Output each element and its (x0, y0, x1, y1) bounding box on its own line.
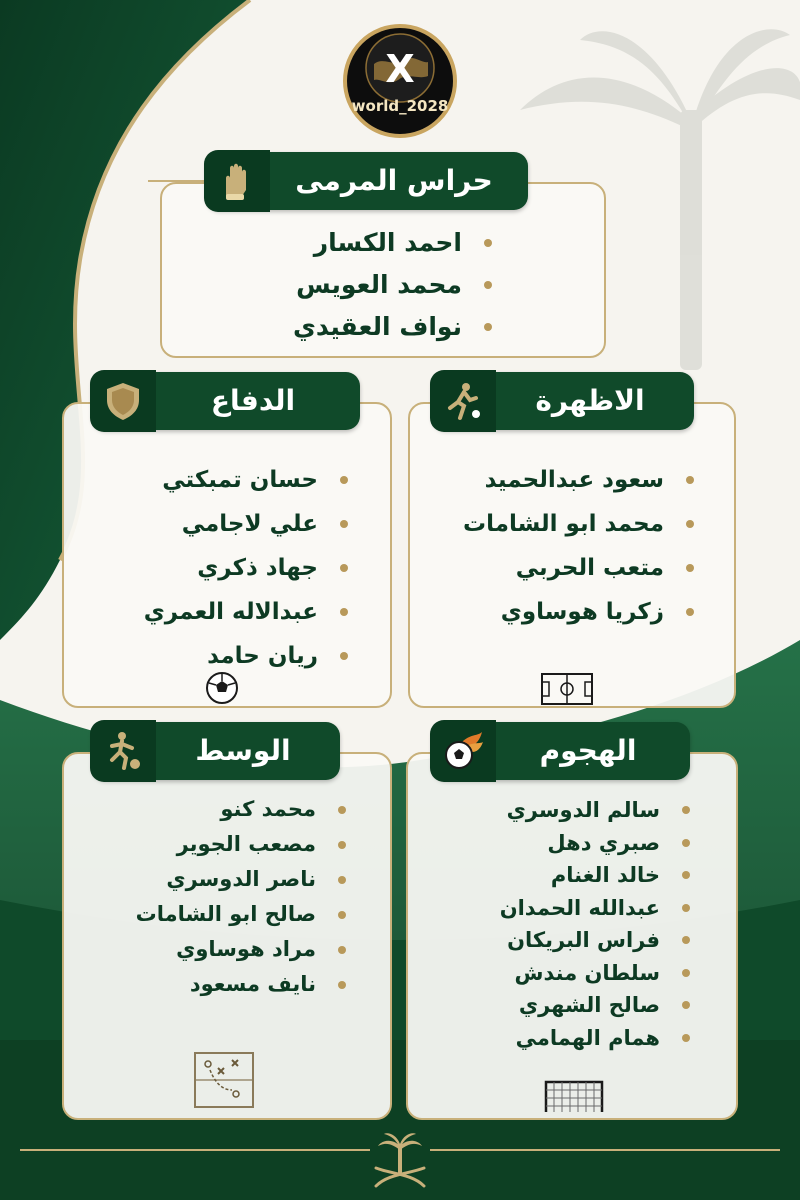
tactics-board-icon (192, 1050, 256, 1110)
list-item: عبدالاله العمري (144, 590, 354, 634)
list-item: محمد ابو الشامات (463, 502, 700, 546)
shield-icon (102, 380, 144, 422)
goalkeepers-list (293, 222, 498, 348)
list-item: صالح ابو الشامات (136, 897, 352, 932)
palm-and-swords-emblem-icon (368, 1128, 432, 1194)
x-logo-globe-icon (338, 24, 462, 138)
defense-list (144, 458, 354, 678)
attack-title: الهجوم (539, 734, 637, 767)
midfield-header (92, 722, 340, 780)
list-item: سلطان مندش (500, 957, 696, 990)
attack-header (432, 722, 690, 780)
list-item: صالح الشهري (500, 989, 696, 1022)
list-item: فراس البريكان (500, 924, 696, 957)
goalkeepers-header (206, 152, 528, 210)
list-item: نواف العقيدي (293, 306, 498, 348)
list-item: سعود عبدالحميد (463, 458, 700, 502)
football-pitch-icon (540, 672, 594, 706)
flaming-ball-icon (442, 730, 484, 772)
list-item: محمد العويس (293, 264, 498, 306)
svg-text:X: X (385, 47, 415, 91)
list-item: صبري دهل (500, 827, 696, 860)
list-item: زكريا هوساوي (463, 590, 700, 634)
defense-title: الدفاع (210, 384, 296, 417)
list-item: مصعب الجوير (136, 827, 352, 862)
list-item: عبدالله الحمدان (500, 892, 696, 925)
soccer-ball-icon (204, 670, 240, 706)
goalkeepers-title: حراس المرمى (295, 164, 493, 197)
player-kicking-icon (442, 380, 484, 422)
player-dribbling-icon (102, 730, 144, 772)
defense-header (92, 372, 360, 430)
midfield-list (136, 792, 352, 1002)
brand-logo (338, 24, 462, 138)
list-item: متعب الحربي (463, 546, 700, 590)
list-item: همام الهمامي (500, 1022, 696, 1055)
fullbacks-header (432, 372, 694, 430)
list-item: حسان تمبكتي (144, 458, 354, 502)
attack-list (500, 794, 696, 1054)
brand-handle: world_2028 (351, 97, 449, 115)
goal-net-icon (542, 1078, 606, 1114)
list-item: خالد الغنام (500, 859, 696, 892)
list-item: ريان حامد (144, 634, 354, 678)
goalkeeper-glove-icon (216, 160, 258, 202)
list-item: مراد هوساوي (136, 932, 352, 967)
fullbacks-list (463, 458, 700, 634)
list-item: علي لاجامي (144, 502, 354, 546)
list-item: احمد الكسار (293, 222, 498, 264)
fullbacks-title: الاظهرة (535, 384, 645, 417)
list-item: جهاد ذكري (144, 546, 354, 590)
midfield-title: الوسط (195, 734, 291, 767)
list-item: ناصر الدوسري (136, 862, 352, 897)
list-item: نايف مسعود (136, 967, 352, 1002)
list-item: محمد كنو (136, 792, 352, 827)
list-item: سالم الدوسري (500, 794, 696, 827)
